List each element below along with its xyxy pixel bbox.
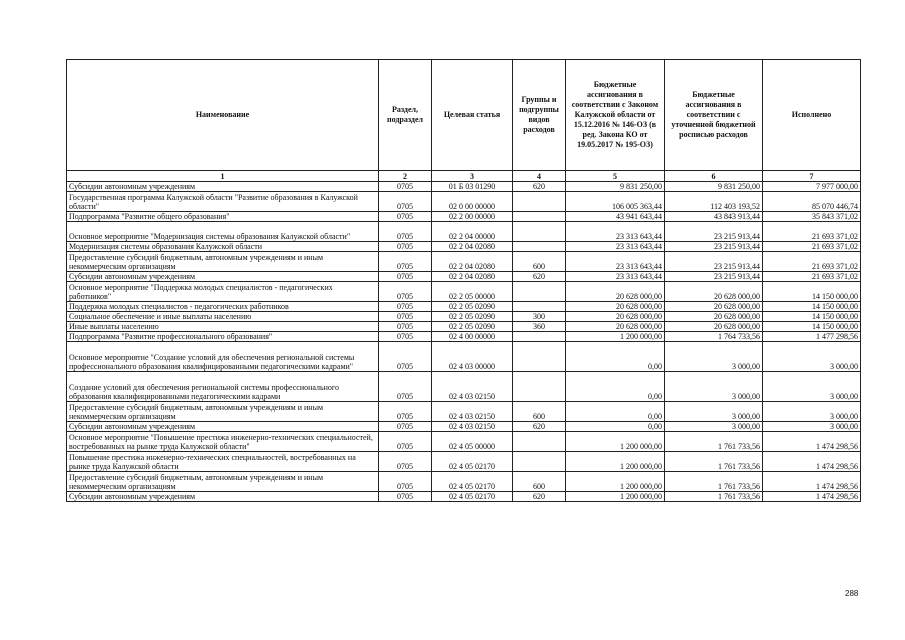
header-name: Наименование <box>67 60 379 171</box>
row-group-cell <box>513 222 566 242</box>
row-assigned-cell: 20 628 000,00 <box>566 282 665 302</box>
row-name-cell: Повышение престижа инженерно-технических специальностей, востребованных на рынке труда Калужской области <box>67 452 379 472</box>
header-executed: Исполнено <box>763 60 861 171</box>
row-group-cell <box>513 282 566 302</box>
table-row <box>67 372 861 402</box>
table-row <box>67 342 861 372</box>
row-assigned-cell: 23 313 643,44 <box>566 242 665 252</box>
row-name-cell: Подпрограмма "Развитие общего образования" <box>67 212 379 222</box>
row-group-cell <box>513 192 566 212</box>
column-number: 5 <box>566 171 665 182</box>
row-article-cell: 02 2 04 02080 <box>432 242 513 252</box>
row-group-cell: 600 <box>513 472 566 492</box>
table-row <box>67 432 861 452</box>
table-row <box>67 322 861 332</box>
row-executed-cell: 21 693 371,02 <box>763 252 861 272</box>
row-assigned-cell: 1 200 000,00 <box>566 332 665 342</box>
row-assigned-cell: 1 200 000,00 <box>566 432 665 452</box>
row-executed-cell: 1 477 298,56 <box>763 332 861 342</box>
row-name-cell: Социальное обеспечение и иные выплаты населению <box>67 312 379 322</box>
column-number: 2 <box>379 171 432 182</box>
row-article-cell: 02 2 05 02090 <box>432 302 513 312</box>
row-refined-cell: 1 761 733,56 <box>665 492 763 502</box>
row-executed-cell: 14 150 000,00 <box>763 282 861 302</box>
row-executed-cell: 3 000,00 <box>763 422 861 432</box>
row-executed-cell: 21 693 371,02 <box>763 242 861 252</box>
column-number: 6 <box>665 171 763 182</box>
row-refined-cell: 43 843 913,44 <box>665 212 763 222</box>
row-section-cell: 0705 <box>379 212 432 222</box>
row-assigned-cell: 0,00 <box>566 402 665 422</box>
row-assigned-cell: 0,00 <box>566 342 665 372</box>
row-assigned-cell: 1 200 000,00 <box>566 492 665 502</box>
row-section-cell: 0705 <box>379 252 432 272</box>
row-section-cell: 0705 <box>379 372 432 402</box>
table-row <box>67 212 861 222</box>
table-row <box>67 302 861 312</box>
row-section-cell: 0705 <box>379 312 432 322</box>
row-assigned-cell: 0,00 <box>566 372 665 402</box>
row-name-cell: Основное мероприятие "Создание условий для обеспечения региональной системы профессионального образования квалифицированными педагогическими кадрами" <box>67 342 379 372</box>
row-name-cell: Субсидии автономным учреждениям <box>67 182 379 192</box>
row-assigned-cell: 20 628 000,00 <box>566 302 665 312</box>
row-group-cell <box>513 372 566 402</box>
row-refined-cell: 20 628 000,00 <box>665 302 763 312</box>
row-name-cell: Основное мероприятие "Поддержка молодых специалистов - педагогических работников" <box>67 282 379 302</box>
row-executed-cell: 14 150 000,00 <box>763 312 861 322</box>
row-name-cell: Модернизация системы образования Калужской области <box>67 242 379 252</box>
row-name-cell: Государственная программа Калужской области "Развитие образования в Калужской области" <box>67 192 379 212</box>
table-row <box>67 272 861 282</box>
row-assigned-cell: 23 313 643,44 <box>566 272 665 282</box>
row-article-cell: 02 2 04 02080 <box>432 252 513 272</box>
row-assigned-cell: 23 313 643,44 <box>566 252 665 272</box>
table-row <box>67 222 861 242</box>
row-section-cell: 0705 <box>379 192 432 212</box>
row-group-cell: 600 <box>513 402 566 422</box>
row-group-cell: 300 <box>513 312 566 322</box>
budget-table <box>66 59 861 502</box>
row-section-cell: 0705 <box>379 272 432 282</box>
row-assigned-cell: 23 313 643,44 <box>566 222 665 242</box>
row-article-cell: 01 Б 03 01290 <box>432 182 513 192</box>
table-row <box>67 332 861 342</box>
row-section-cell: 0705 <box>379 472 432 492</box>
row-group-cell <box>513 342 566 372</box>
row-executed-cell: 1 474 298,56 <box>763 492 861 502</box>
column-number: 4 <box>513 171 566 182</box>
row-refined-cell: 23 215 913,44 <box>665 272 763 282</box>
row-article-cell: 02 4 05 00000 <box>432 432 513 452</box>
row-refined-cell: 23 215 913,44 <box>665 222 763 242</box>
row-article-cell: 02 2 05 00000 <box>432 282 513 302</box>
row-section-cell: 0705 <box>379 332 432 342</box>
row-assigned-cell: 1 200 000,00 <box>566 452 665 472</box>
row-group-cell <box>513 302 566 312</box>
row-executed-cell: 21 693 371,02 <box>763 272 861 282</box>
table-row <box>67 422 861 432</box>
row-group-cell <box>513 212 566 222</box>
row-executed-cell: 1 474 298,56 <box>763 452 861 472</box>
row-refined-cell: 1 761 733,56 <box>665 472 763 492</box>
row-article-cell: 02 4 05 02170 <box>432 472 513 492</box>
header-article: Целевая статья <box>432 60 513 171</box>
row-refined-cell: 23 215 913,44 <box>665 242 763 252</box>
row-group-cell: 620 <box>513 492 566 502</box>
row-group-cell: 600 <box>513 252 566 272</box>
row-assigned-cell: 1 200 000,00 <box>566 472 665 492</box>
row-name-cell: Предоставление субсидий бюджетным, автономным учреждениям и иным некоммерческим организациям <box>67 402 379 422</box>
row-assigned-cell: 20 628 000,00 <box>566 322 665 332</box>
column-numbers-row <box>67 171 861 182</box>
row-section-cell: 0705 <box>379 492 432 502</box>
table-row <box>67 402 861 422</box>
row-article-cell: 02 4 05 02170 <box>432 492 513 502</box>
table-row <box>67 182 861 192</box>
row-name-cell: Предоставление субсидий бюджетным, автономным учреждениям и иным некоммерческим организациям <box>67 252 379 272</box>
row-name-cell: Создание условий для обеспечения региональной системы профессионального образования квалифицированными педагогическими кадрами <box>67 372 379 402</box>
table-row <box>67 452 861 472</box>
row-executed-cell: 14 150 000,00 <box>763 302 861 312</box>
header-groups: Группы и подгруппы видов расходов <box>513 60 566 171</box>
row-article-cell: 02 2 04 00000 <box>432 222 513 242</box>
row-assigned-cell: 43 941 643,44 <box>566 212 665 222</box>
row-refined-cell: 1 761 733,56 <box>665 452 763 472</box>
table-row <box>67 492 861 502</box>
row-section-cell: 0705 <box>379 242 432 252</box>
row-refined-cell: 3 000,00 <box>665 402 763 422</box>
row-article-cell: 02 2 05 02090 <box>432 322 513 332</box>
row-executed-cell: 3 000,00 <box>763 402 861 422</box>
row-refined-cell: 3 000,00 <box>665 342 763 372</box>
row-group-cell: 360 <box>513 322 566 332</box>
row-executed-cell: 3 000,00 <box>763 342 861 372</box>
row-group-cell <box>513 432 566 452</box>
row-article-cell: 02 2 04 02080 <box>432 272 513 282</box>
row-refined-cell: 20 628 000,00 <box>665 312 763 322</box>
row-executed-cell: 1 474 298,56 <box>763 472 861 492</box>
row-group-cell <box>513 452 566 472</box>
row-refined-cell: 20 628 000,00 <box>665 282 763 302</box>
row-refined-cell: 3 000,00 <box>665 422 763 432</box>
row-executed-cell: 14 150 000,00 <box>763 322 861 332</box>
row-article-cell: 02 4 00 00000 <box>432 332 513 342</box>
row-article-cell: 02 4 03 02150 <box>432 372 513 402</box>
row-section-cell: 0705 <box>379 452 432 472</box>
header-row <box>67 60 861 171</box>
header-refined: Бюджетные ассигнования в соответствии с уточненной бюджетной росписью расходов <box>665 60 763 171</box>
row-name-cell: Основное мероприятие "Повышение престижа инженерно-технических специальностей, востребованных на рынке труда Калужской области" <box>67 432 379 452</box>
row-refined-cell: 1 764 733,56 <box>665 332 763 342</box>
row-executed-cell: 7 977 000,00 <box>763 182 861 192</box>
table-row <box>67 192 861 212</box>
row-refined-cell: 23 215 913,44 <box>665 252 763 272</box>
row-section-cell: 0705 <box>379 322 432 332</box>
row-executed-cell: 3 000,00 <box>763 372 861 402</box>
row-refined-cell: 9 831 250,00 <box>665 182 763 192</box>
row-article-cell: 02 4 05 02170 <box>432 452 513 472</box>
row-article-cell: 02 4 03 02150 <box>432 402 513 422</box>
column-number: 3 <box>432 171 513 182</box>
row-section-cell: 0705 <box>379 302 432 312</box>
row-executed-cell: 1 474 298,56 <box>763 432 861 452</box>
row-name-cell: Поддержка молодых специалистов - педагогических работников <box>67 302 379 312</box>
row-assigned-cell: 0,00 <box>566 422 665 432</box>
header-section: Раздел, подраздел <box>379 60 432 171</box>
row-article-cell: 02 4 03 02150 <box>432 422 513 432</box>
header-assigned: Бюджетные ассигнования в соответствии с Законом Калужской области от 15.12.2016 № 146-ОЗ (в ред. Закона КО от 19.05.2017 № 195-ОЗ) <box>566 60 665 171</box>
row-section-cell: 0705 <box>379 422 432 432</box>
row-article-cell: 02 4 03 00000 <box>432 342 513 372</box>
row-group-cell <box>513 332 566 342</box>
row-executed-cell: 85 070 446,74 <box>763 192 861 212</box>
page-number: 288 <box>845 589 859 598</box>
row-group-cell: 620 <box>513 182 566 192</box>
column-number: 1 <box>67 171 379 182</box>
row-name-cell: Предоставление субсидий бюджетным, автономным учреждениям и иным некоммерческим организациям <box>67 472 379 492</box>
row-name-cell: Субсидии автономным учреждениям <box>67 272 379 282</box>
column-number: 7 <box>763 171 861 182</box>
row-name-cell: Субсидии автономным учреждениям <box>67 492 379 502</box>
row-group-cell: 620 <box>513 422 566 432</box>
row-assigned-cell: 20 628 000,00 <box>566 312 665 322</box>
row-group-cell <box>513 242 566 252</box>
row-group-cell: 620 <box>513 272 566 282</box>
row-assigned-cell: 9 831 250,00 <box>566 182 665 192</box>
row-section-cell: 0705 <box>379 402 432 422</box>
row-article-cell: 02 2 05 02090 <box>432 312 513 322</box>
row-refined-cell: 3 000,00 <box>665 372 763 402</box>
table-row <box>67 312 861 322</box>
row-executed-cell: 35 843 371,02 <box>763 212 861 222</box>
row-section-cell: 0705 <box>379 222 432 242</box>
row-article-cell: 02 0 00 00000 <box>432 192 513 212</box>
table-row <box>67 252 861 272</box>
row-name-cell: Субсидии автономным учреждениям <box>67 422 379 432</box>
row-name-cell: Основное мероприятие "Модернизация системы образования Калужской области" <box>67 222 379 242</box>
row-refined-cell: 1 761 733,56 <box>665 432 763 452</box>
table-row <box>67 472 861 492</box>
row-name-cell: Иные выплаты населению <box>67 322 379 332</box>
row-executed-cell: 21 693 371,02 <box>763 222 861 242</box>
row-name-cell: Подпрограмма "Развитие профессионального образования" <box>67 332 379 342</box>
row-section-cell: 0705 <box>379 342 432 372</box>
table-row <box>67 242 861 252</box>
row-assigned-cell: 106 005 363,44 <box>566 192 665 212</box>
row-refined-cell: 112 403 193,52 <box>665 192 763 212</box>
table-row <box>67 282 861 302</box>
row-article-cell: 02 2 00 00000 <box>432 212 513 222</box>
row-section-cell: 0705 <box>379 282 432 302</box>
row-section-cell: 0705 <box>379 182 432 192</box>
row-refined-cell: 20 628 000,00 <box>665 322 763 332</box>
table-body <box>67 182 861 502</box>
row-section-cell: 0705 <box>379 432 432 452</box>
